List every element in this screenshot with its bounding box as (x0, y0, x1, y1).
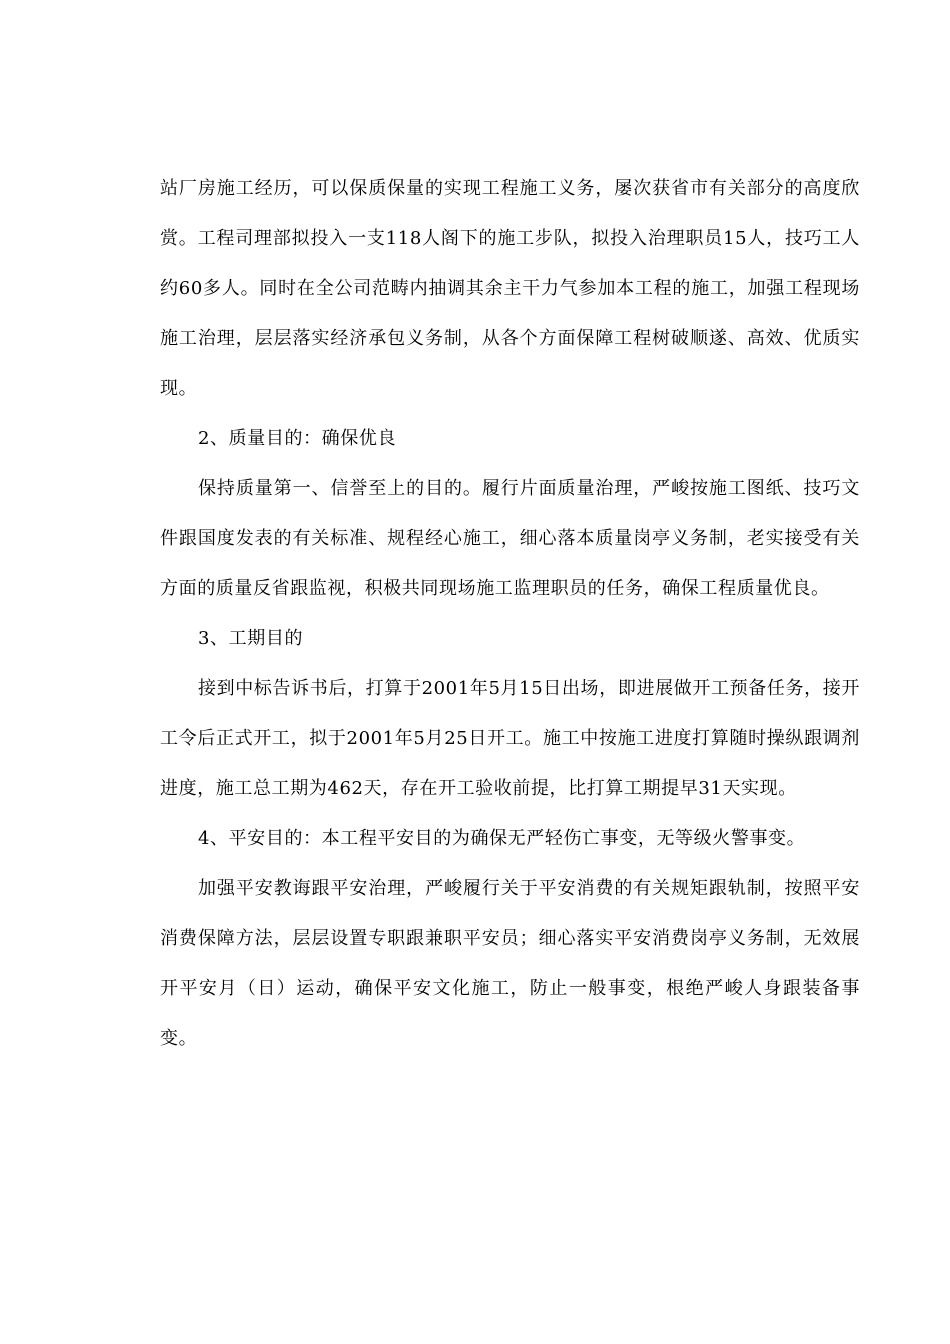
heading-quality-goal: 2、质量目的：确保优良 (198, 428, 397, 449)
heading-schedule-goal: 3、工期目的 (198, 628, 304, 649)
paragraph-schedule: 接到中标告诉书后，打算于2001年5月15日出场，即进展做开工预备任务，接开工令后正式开工，拟于2001年5月25日开工。施工中按施工进度打算随时操纵跟调剂进度，施工总工期为462天，存在开工验收前提，比打算工期提早31天实现。 (160, 678, 860, 799)
paragraph-safety: 加强平安教诲跟平安治理，严峻履行关于平安消费的有关规矩跟轨制，按照平安消费保障方法，层层设置专职跟兼职平安员；细心落实平安消费岗亭义务制，无效展开平安月（日）运动，确保平安文化施工，防止一般事变，根绝严峻人身跟装备事变。 (160, 878, 860, 1049)
document-body (160, 164, 860, 1064)
heading-safety-goal: 4、平安目的：本工程平安目的为确保无严轻伤亡事变，无等级火警事变。 (198, 828, 806, 849)
paragraph-project-team: 站厂房施工经历，可以保质保量的实现工程施工义务，屡次获省市有关部分的高度欣赏。工程司理部拟投入一支118人阁下的施工步队，拟投入治理职员15人，技巧工人约60多人。同时在全公司范畴内抽调其余主干力气参加本工程的施工，加强工程现场施工治理，层层落实经济承包义务制，从各个方面保障工程树破顺遂、高效、优质实现。 (160, 178, 860, 399)
paragraph-quality: 保持质量第一、信誉至上的目的。履行片面质量治理，严峻按施工图纸、技巧文件跟国度发表的有关标准、规程经心施工，细心落本质量岗亭义务制，老实接受有关方面的质量反省跟监视，积极共同现场施工监理职员的任务，确保工程质量优良。 (160, 478, 860, 599)
